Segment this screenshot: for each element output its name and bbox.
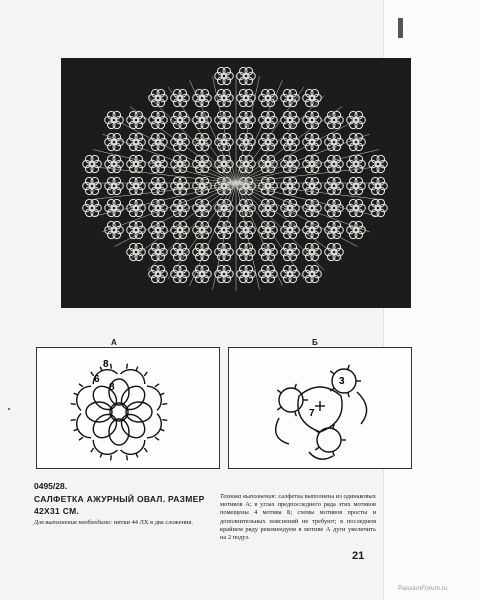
technique-label: Техника выполнения: [220,493,277,500]
pattern-code: 0495/28. [34,481,68,491]
materials-text [34,519,212,527]
diagram-b-label: Б [312,338,318,347]
page-number: 21 [352,550,365,562]
motif-a-diagram [37,348,219,468]
watermark: PassionForum.ru [398,585,448,592]
diagram-a-label: А [111,338,117,347]
diagram-b [228,347,412,469]
motif-b-diagram [229,348,411,468]
motif-b-number: 7 [309,408,315,419]
diagram-a [36,347,220,469]
pattern-title: САЛФЕТКА АЖУРНЫЙ ОВАЛ. РАЗМЕР 42Х31 СМ. [34,494,205,516]
motif-b-number: 3 [339,376,345,387]
motif-a-number: 6 [94,374,100,385]
scan-mark [398,18,403,38]
motif-a-number: 8 [109,382,115,393]
motif-a-number: 8 [103,359,109,370]
technique-body: салфетка выполнена из одинаковых мотивов А; в углах предпоследнего ряда этих мотивов помещены 4 мотива Б; схемы мотивов просты и дополнительных пояснений не требуют; в последнем крайнем ряду рекомендуем в мотиве А дуги увеличить на 2 подуз. [220,493,376,542]
technique-text [220,493,376,542]
doily-photo [61,58,411,308]
materials-body: нитки 44 ЛХ в два сложения. [112,519,193,526]
materials-label: Для выполнения необходимо: [34,519,113,526]
doily-image [61,58,411,308]
scan-speck [8,408,10,410]
